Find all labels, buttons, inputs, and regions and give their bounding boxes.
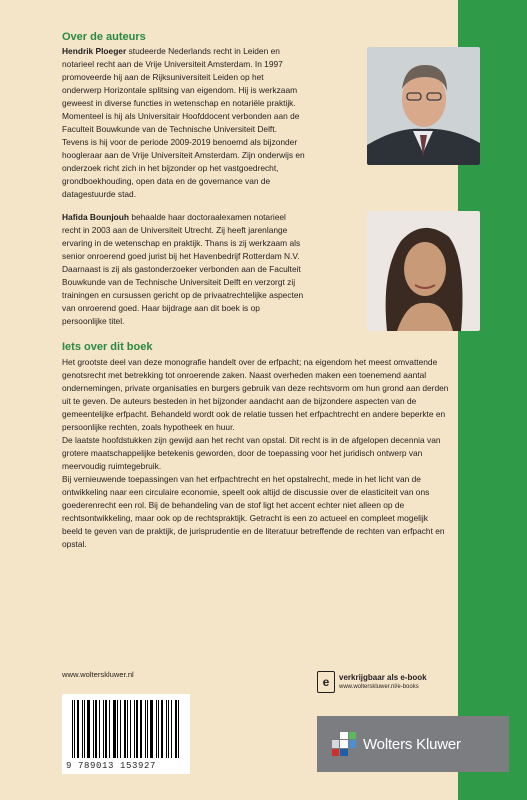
barcode-bar [147,700,148,758]
barcode-bar [74,700,75,758]
book-paragraph-3: Bij vernieuwende toepassingen van het erfpachtrecht en het opstalrecht, mede in het licht van de ontwikkeling naar een circulaire economie, speelt ook altijd de discussie over de elasticiteit van ons goederenrecht een rol. Bij de behandeling van de stof ligt het accent echter niet alleen op de rechtsontwikkeling, maar ook op de rechtspraktijk. Getracht is een zo actueel en compleet mogelijk beeld te geven van de praktijk, de jurisprudentie en de literatuur betreffende de rechten van erfpacht en opstal. [62,474,445,549]
barcode-bar [171,700,172,758]
barcode-bar [93,700,94,758]
author2-bio: behaalde haar doctoraalexamen notarieel recht in 2003 aan de Universiteit Utrecht. Zij heeft jarenlange ervaring in de wetenschap en praktijk. Thans is zij werkzaam als senior onroerend goed jurist bij het Havenbedrijf Rotterdam N.V. Daarnaast is zij als gastonderzoeker verbonden aan de Faculteit Bouwkunde van de Technische Universiteit Delft en verzorgt zij trainingen en cursussen gericht op de privaatrechtelijke aspecten van onroerend goed. Haar bijdrage aan dit boek is op persoonlijke titel. [62,212,304,326]
barcode-bar [105,700,107,758]
ebook-icon: e [317,671,335,693]
barcode-bar [95,700,97,758]
barcode-bar [140,700,142,758]
author-photo-hafida [367,211,480,331]
author-photo-hendrik [367,47,480,165]
barcode-bar [82,700,83,758]
ebook-url[interactable]: www.wolterskluwer.nl/e-books [339,684,419,690]
barcode-bar [109,700,110,758]
barcode-bar [166,700,167,758]
barcode-bar [136,700,138,758]
barcode-bar [145,700,146,758]
barcode-bar [156,700,157,758]
publisher-website[interactable]: www.wolterskluwer.nl [62,670,134,679]
barcode-bar [134,700,135,758]
barcode-bar [72,700,73,758]
book-paragraph-1: Het grootste deel van deze monografie handelt over de erfpacht; na eigendom het meest omvattende genotsrecht met betrekking tot onroerende zaken. Naast overheden maken een toenemend aantal ondernemingen, private organisaties en burgers gebruik van deze rechtsvorm om hun grond aan derden uit te geven. De auteurs besteden in het bijzonder aandacht aan de bijzondere aspecten van de gemeentelijke erfpacht. Behandeld wordt ook de relatie tussen het erfpachtrecht en andere beperkte en persoonlijke rechten, zoals hypotheek en huur. [62,357,449,432]
barcode-bar [124,700,126,758]
barcode-bar [84,700,85,758]
barcode-bars [72,700,181,758]
book-heading: Iets over dit boek [62,341,153,353]
author1-name: Hendrik Ploeger [62,46,127,56]
barcode-bar [130,700,131,758]
author1-bio: studeerde Nederlands recht in Leiden en notarieel recht aan de Vrije Universiteit Amsterdam. In 1997 promoveerde hij aan de Rijksuniversiteit Leiden op het onderwerp Horizontale splitsing van eigendom. Hij is werkzaam geweest in diverse functies in wetenschap en notariële praktijk. Momenteel is hij als Universitair Hoofddocent verbonden aan de Faculteit Bouwkunde van de Technische Universiteit Delft. Tevens is hij voor de periode 2009-2019 benoemd als bijzonder hoogleraar aan de Vrije Universiteit Amsterdam. Zijn onderwijs en onderzoek richt zich in het bijzonder op het vastgoedrecht, grondboekhouding, open data en de governance van de datagestuurde stad. [62,46,305,199]
barcode-bar [158,700,159,758]
barcode-bar [175,700,177,758]
barcode-bar [77,700,79,758]
barcode-bar [113,700,116,758]
barcode-bar [127,700,128,758]
barcode-bar [99,700,100,758]
author-hafida [62,211,450,328]
barcode-bar [168,700,169,758]
wolters-kluwer-logo-icon [331,731,357,757]
book-paragraph-2: De laatste hoofdstukken zijn gewijd aan het recht van opstal. Dit recht is in de afgelopen decennia van grotere maatschappelijke betekenis geworden, door de toepassing voor het juridisch ontwerp van meervoudig ruimtegebruik. [62,435,441,471]
author2-name: Hafida Bounjouh [62,212,129,222]
publisher-logo [317,716,509,772]
authors-heading: Over de auteurs [62,31,146,43]
isbn-barcode [62,694,190,774]
author-hendrik [62,44,450,201]
barcode-bar [120,700,121,758]
ebook-label: verkrijgbaar als e-book [339,673,427,682]
barcode-bar [178,700,179,758]
ebook-notice [317,671,427,693]
barcode-bar [103,700,104,758]
barcode-bar [117,700,118,758]
barcode-bar [87,700,90,758]
isbn-digits: 9 789013 153927 [66,761,157,771]
publisher-name: Wolters Kluwer [363,735,461,753]
barcode-bar [150,700,153,758]
back-cover-text [62,30,450,551]
barcode-bar [161,700,163,758]
